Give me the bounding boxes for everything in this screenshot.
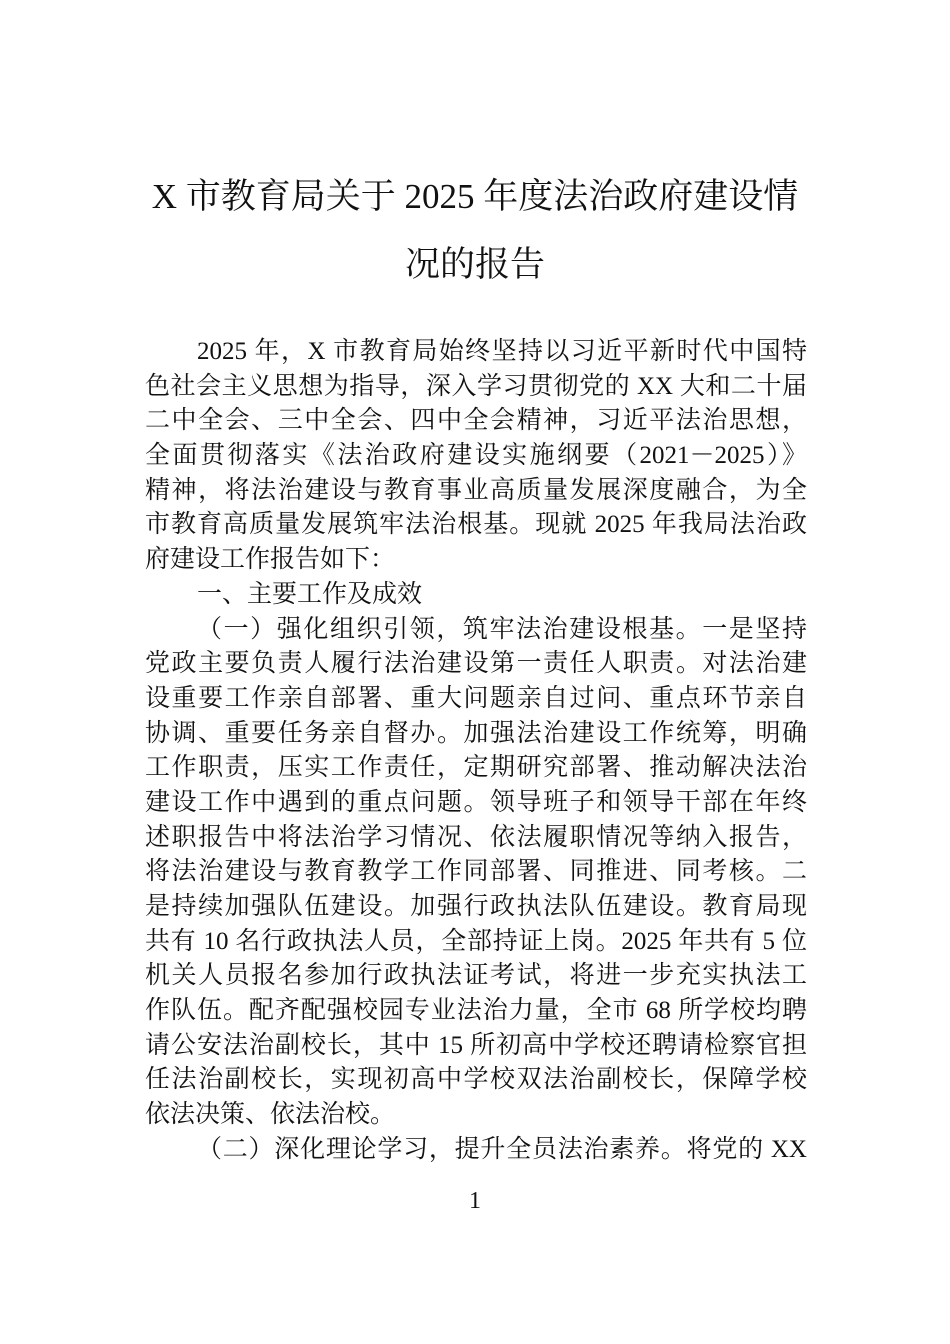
body-text-line: 设重要工作亲自部署、重大问题亲自过问、重点环节亲自 [145,684,807,712]
body-text-line: 依法决策、依法治校。 [145,1101,396,1129]
body-text-line: 党政主要负责人履行法治建设第一责任人职责。对法治建 [145,650,807,678]
body-text-line: 二中全会、三中全会、四中全会精神，习近平法治思想， [145,407,807,435]
document-title-line-2: 况的报告 [404,245,545,284]
body-text-line: 一、主要工作及成效 [197,580,423,608]
body-text-line: （一）强化组织引领，筑牢法治建设根基。一是坚持 [197,615,807,643]
body-text-line: 工作职责，压实工作责任，定期研究部署、推动解决法治 [145,754,807,782]
document-title-line-1: X 市教育局关于 2025 年度法治政府建设情 [151,177,799,216]
body-text-line: 述职报告中将法治学习情况、依法履职情况等纳入报告， [145,823,807,851]
body-text-line: 共有 10 名行政执法人员，全部持证上岗。2025 年共有 5 位 [145,927,807,955]
body-text-line: 色社会主义思想为指导，深入学习贯彻党的 XX 大和二十届 [145,372,807,400]
document-body [145,335,807,1168]
body-text-line: 协调、重要任务亲自督办。加强法治建设工作统筹，明确 [145,719,807,747]
body-text-line: 府建设工作报告如下： [145,546,396,574]
body-text-line: 市教育高质量发展筑牢法治根基。现就 2025 年我局法治政 [145,511,807,539]
page-number: 1 [469,1188,481,1214]
body-text-line: 将法治建设与教育教学工作同部署、同推进、同考核。二 [145,858,807,886]
body-text-line: 请公安法治副校长，其中 15 所初高中学校还聘请检察官担 [145,1031,807,1059]
body-text-line: 建设工作中遇到的重点问题。领导班子和领导干部在年终 [145,788,807,816]
body-text-line: 精神，将法治建设与教育事业高质量发展深度融合，为全 [145,476,807,504]
body-text-line: 机关人员报名参加行政执法证考试，将进一步充实执法工 [145,962,807,990]
body-text-line: （二）深化理论学习，提升全员法治素养。将党的 XX [197,1135,807,1163]
body-text-line: 是持续加强队伍建设。加强行政执法队伍建设。教育局现 [145,893,807,920]
body-text-line: 作队伍。配齐配强校园专业法治力量，全市 68 所学校均聘 [145,997,807,1025]
body-text-line: 全面贯彻落实《法治政府建设实施纲要（2021－2025）》 [145,442,807,470]
body-text-line: 任法治副校长，实现初高中学校双法治副校长，保障学校 [145,1066,807,1094]
body-text-line: 2025 年，X 市教育局始终坚持以习近平新时代中国特 [197,338,807,365]
